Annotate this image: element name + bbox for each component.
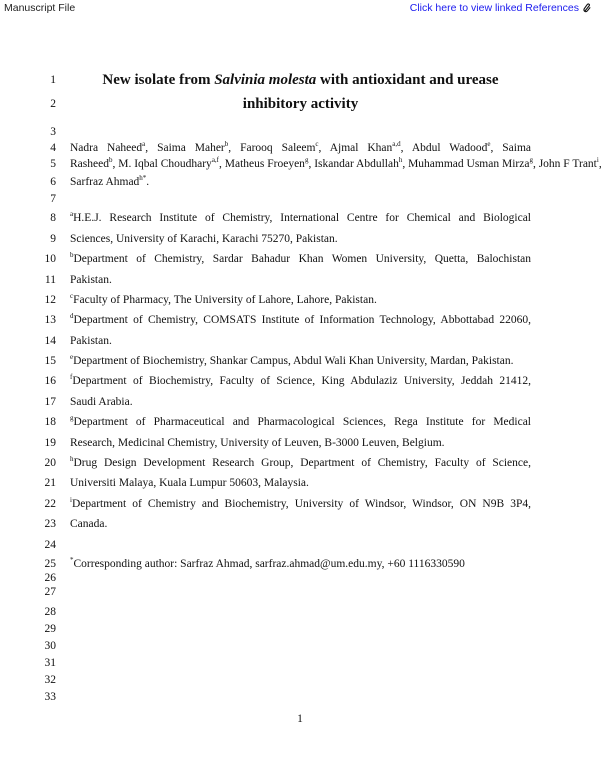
line-number: 25 [44,558,56,570]
affiliation-text: Faculty of Pharmacy, The University of Lahore, Lahore, Pakistan. [73,294,377,306]
affiliation-line [70,456,531,470]
author-superscript: a,f [211,156,220,165]
author-superscript: i [596,156,599,165]
affiliation-text: Canada. [70,518,108,530]
author-superscript: g [304,156,309,165]
affiliation-line [70,293,531,307]
line-number: 21 [44,477,56,489]
author-superscript: e [487,140,491,149]
author-name: Saima [502,142,532,154]
affiliation-line [70,354,531,368]
affiliation-superscript: h [70,455,74,464]
affiliation-text: Department of Biochemistry, Shankar Campus, Abdul Wali Khan University, Mardan, Pakistan. [73,355,514,367]
affiliation-text: Department of Biochemistry, Faculty of Science, King Abdulaziz University, Jeddah 21412, [72,375,531,387]
manuscript-file-label: Manuscript File [4,2,76,14]
author-name: Iskandar Abdullah [314,158,399,170]
corresponding-superscript: * [70,556,74,565]
title-species: Salvinia molesta [214,72,317,88]
affiliation-text: Universiti Malaya, Kuala Lumpur 50603, Malaysia. [70,477,309,489]
line-number: 1 [50,74,56,86]
line-number: 22 [44,498,56,510]
title-text: inhibitory activity [242,96,359,112]
affiliation-text: Pakistan. [70,335,112,347]
author-superscript: a [142,140,146,149]
affiliation-text: Sciences, University of Karachi, Karachi 75270, Pakistan. [70,233,338,245]
author-name: Rasheed [70,158,109,170]
line-number: 19 [44,437,56,449]
affiliation-text: Department of Chemistry, COMSATS Institute of Information Technology, Abbottabad 22060, [73,314,531,326]
page-number: 1 [297,713,303,725]
affiliation-line [70,517,531,531]
author-name: Farooq Saleem [240,142,316,154]
affiliation-line [70,415,531,429]
author-superscript: g [529,156,533,165]
author-superscript: h* [139,174,147,183]
author-superscript: a,d [392,140,401,149]
line-number: 16 [44,375,56,387]
affiliation-line [70,232,531,246]
affiliation-superscript: g [70,414,74,423]
line-number: 3 [50,126,56,138]
author-superscript: c [315,140,319,149]
author-line: Sarfraz Ahmad$^{h*}$. [70,174,150,188]
affiliation-superscript: i [70,496,72,505]
affiliation-text: Department of Chemistry and Biochemistry, University of Windsor, Windsor, ON N9B 3P4, [71,498,531,510]
affiliation-text: Research, Medicinal Chemistry, University of Leuven, B-3000 Leuven, Belgium. [70,437,445,449]
line-number: 29 [44,623,56,635]
affiliation-line [70,252,531,266]
author-name: M. Iqbal Choudhary [118,158,212,170]
affiliation-text: Saudi Arabia. [70,396,133,408]
line-number: 20 [44,457,56,469]
line-number: 33 [44,691,56,703]
author-name: Abdul Wadood [411,142,488,154]
affiliation-line [70,313,531,327]
line-number: 14 [44,335,56,347]
linked-references-text[interactable]: Click here to view linked References [409,2,579,14]
line-number: 4 [50,142,56,154]
line-number: 10 [44,253,56,265]
author-superscript: b [108,156,113,165]
author-name: Matheus Froeyen [224,158,305,170]
line-number: 9 [50,233,56,245]
line-number: 28 [44,606,56,618]
line-number: 8 [50,212,56,224]
line-number: 2 [50,98,56,110]
affiliation-superscript: d [70,312,74,321]
line-number: 7 [50,193,56,205]
line-number: 26 [44,572,56,584]
affiliation-line [70,211,531,225]
line-number: 13 [44,314,56,326]
title-text: with antioxidant and urease [316,72,499,88]
line-number: 12 [44,294,56,306]
line-number: 15 [44,355,56,367]
line-number: 17 [44,396,56,408]
corresponding-text: Corresponding author: Sarfraz Ahmad, sarfraz.ahmad@um.edu.my, +60 1116330590 [73,558,465,570]
author-line: Nadra Naheed$^a$, Saima Maher$^b$, Farooq Saleem$^c$, Ajmal Khan$^{a,d}$, Abdul Wadood$^e$, Saima [70,140,532,154]
line-number: 11 [44,274,56,286]
affiliation-line [70,395,531,409]
title-line-2 [70,95,531,113]
affiliation-line [70,374,531,388]
affiliation-line [70,476,531,490]
author-name: Nadra Naheed [70,142,143,154]
affiliation-line [70,497,531,511]
affiliation-text: H.E.J. Research Institute of Chemistry, International Centre for Chemical and Biological [73,212,531,224]
line-number: 31 [44,657,56,669]
affiliation-text: Department of Pharmaceutical and Pharmacological Sciences, Rega Institute for Medical [73,416,531,428]
line-number: 32 [44,674,56,686]
line-number: 27 [44,586,56,598]
affiliation-line [70,273,531,287]
line-number: 18 [44,416,56,428]
title-text: New isolate from [102,72,215,88]
affiliation-superscript: b [70,251,74,260]
author-line: Rasheed$^b$, M. Iqbal Choudhary$^{a,f}$, Matheus Froeyen$^g$, Iskandar Abdullah$^h$, Muhammad Usman Mirza$^g$, John F Trant$^i$, [70,156,602,170]
affiliation-text: Department of Chemistry, Sardar Bahadur Khan Women University, Quetta, Balochistan [73,253,531,265]
affiliation-superscript: e [70,353,74,362]
author-name: John F Trant [538,158,597,170]
affiliation-superscript: c [70,292,74,301]
author-superscript: b [224,140,229,149]
author-name: Saima Maher [157,142,225,154]
affiliation-line [70,334,531,348]
title-line-1 [70,71,531,89]
line-number: 23 [44,518,56,530]
author-name: Muhammad Usman Mirza [408,158,530,170]
line-number: 30 [44,640,56,652]
line-number: 24 [44,539,56,551]
affiliation-superscript: f [70,373,73,382]
author-superscript: h [398,156,403,165]
line-number: 6 [50,176,56,188]
line-number: 5 [50,158,56,170]
corresponding-author [70,557,531,571]
affiliation-text: Drug Design Development Research Group, Department of Chemistry, Faculty of Science, [73,457,531,469]
affiliation-line [70,436,531,450]
affiliation-text: Pakistan. [70,274,112,286]
author-name: Ajmal Khan [329,142,393,154]
affiliation-superscript: a [70,210,74,219]
author-name: Sarfraz Ahmad [70,176,140,188]
